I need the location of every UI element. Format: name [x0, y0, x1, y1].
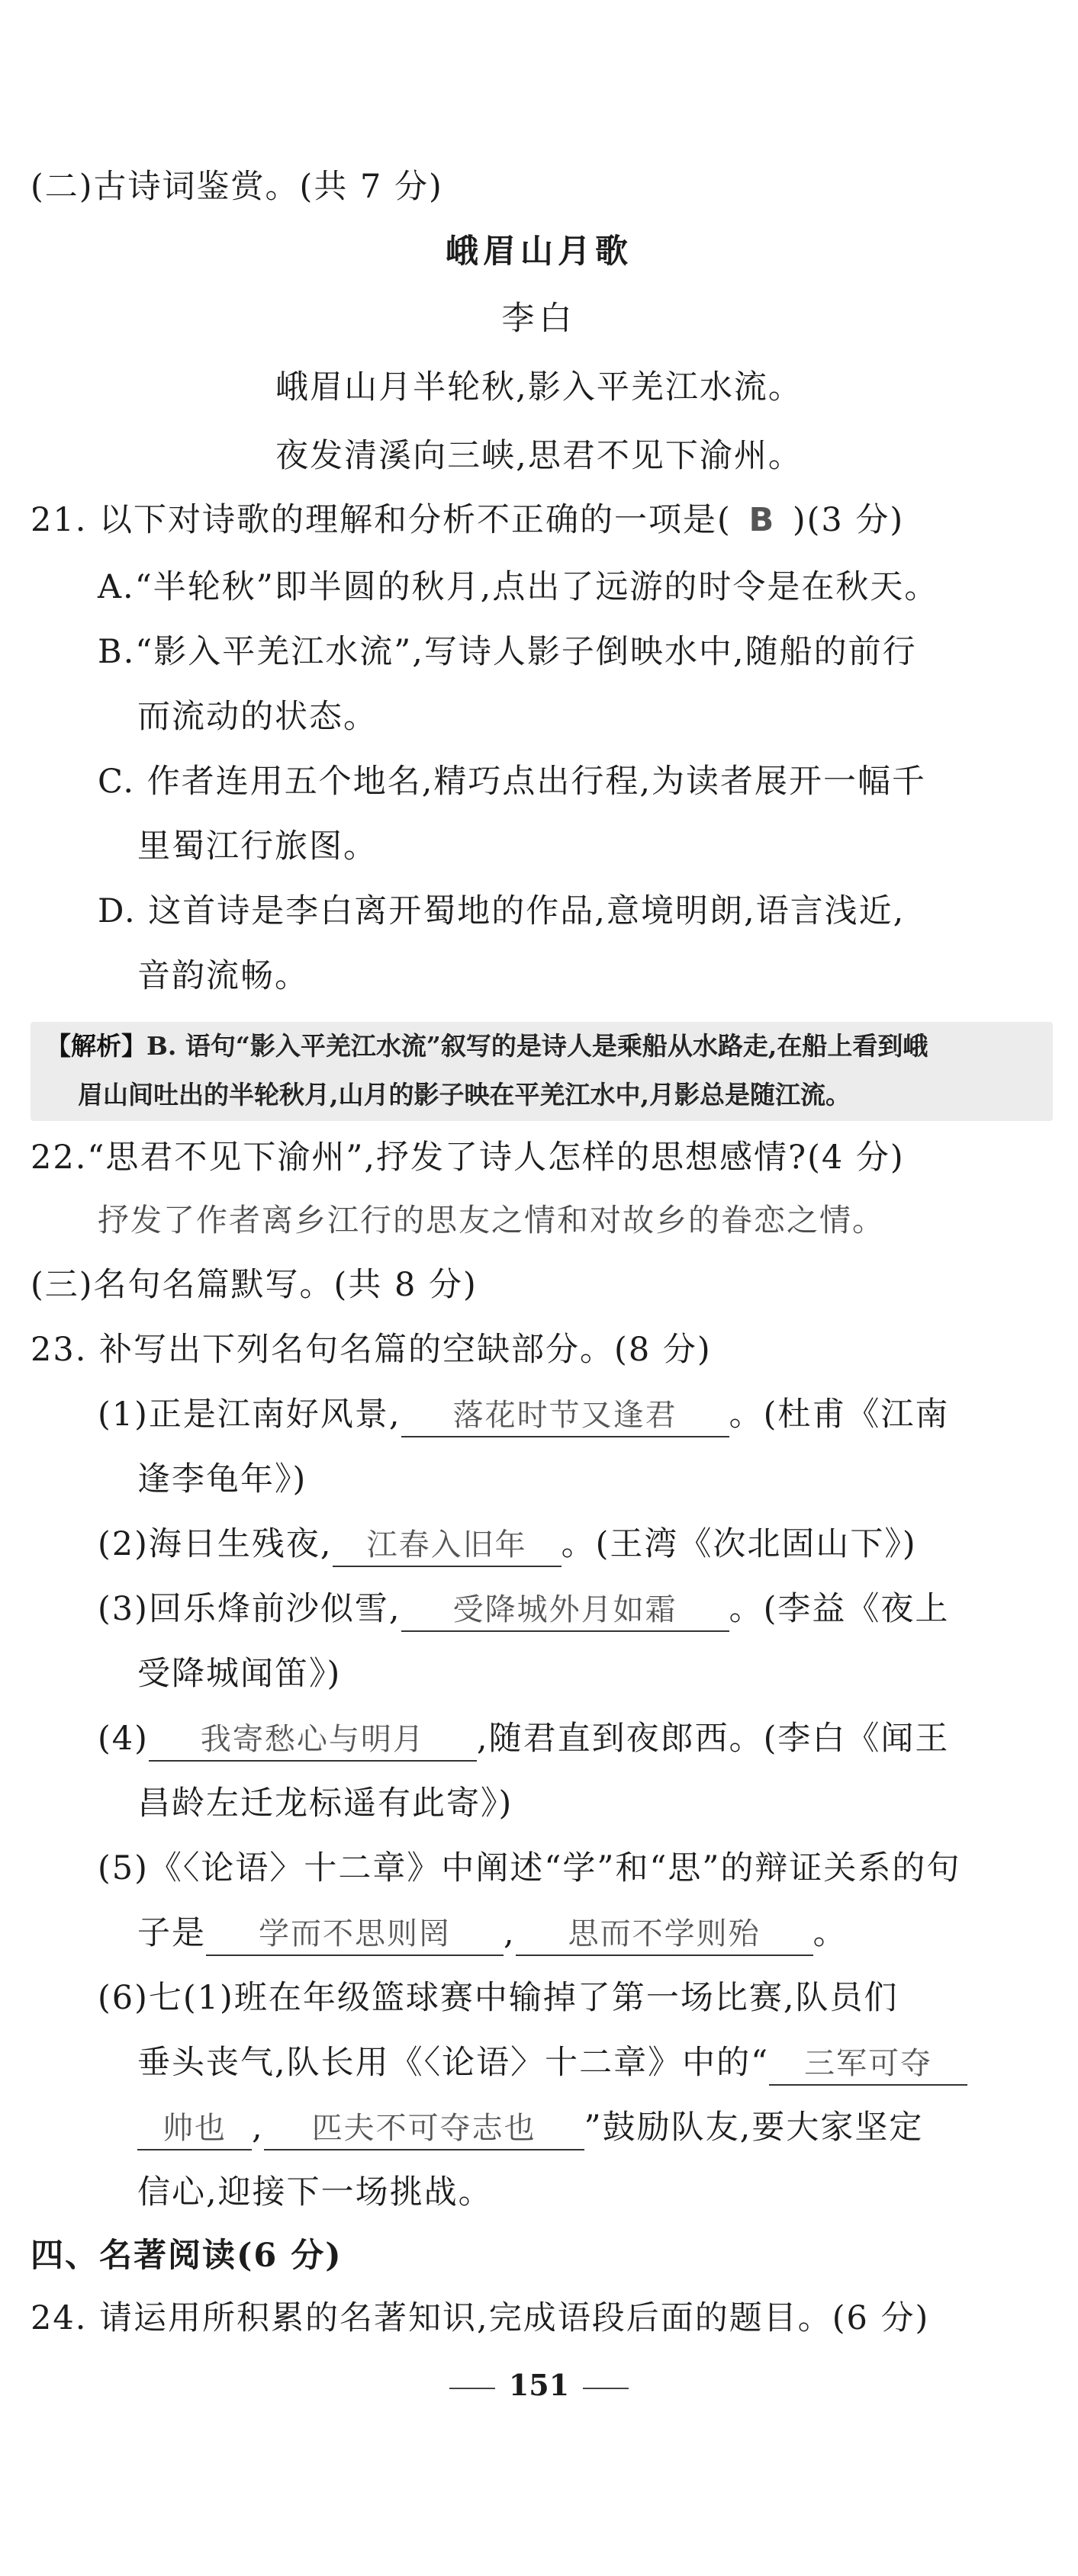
poem-title: 峨眉山月歌 [446, 233, 632, 271]
q23-item-6-answer-1a: 三军可夺 [769, 2043, 967, 2086]
question-23-stem: 23. 补写出下列名句名篇的空缺部分。(8 分) [31, 1331, 712, 1369]
q23-item-6-comma: , [252, 2109, 264, 2147]
q23-item-5-line-2 [137, 1910, 848, 1956]
q23-item-5-line-1: (5)《〈论语〉十二章》中阐述“学”和“思”的辩证关系的句 [98, 1849, 961, 1887]
page-number-dash-left [449, 2388, 495, 2389]
poem-author: 李白 [501, 300, 577, 338]
q23-item-5-prompt: 子是 [137, 1914, 206, 1952]
q23-item-5-comma: , [504, 1914, 516, 1952]
q23-item-6-answer-2: 匹夫不可夺志也 [264, 2108, 584, 2150]
q23-item-3-answer: 受降城外月如霜 [401, 1589, 729, 1632]
q23-item-4-answer: 我寄愁心与明月 [149, 1719, 477, 1762]
option-d-line-1: D. 这首诗是李白离开蜀地的作品,意境明朗,语言浅近, [98, 892, 906, 930]
q23-item-1-answer: 落花时节又逢君 [401, 1395, 729, 1437]
analysis-text-1: B. 语句“影入平羌江水流”叙写的是诗人是乘船从水路走,在船上看到峨 [146, 1031, 928, 1061]
q23-item-6-line-3 [137, 2105, 923, 2150]
analysis-box [31, 1022, 1053, 1121]
option-c-line-2: 里蜀江行旅图。 [137, 827, 378, 866]
option-d-line-2: 音韵流畅。 [137, 957, 309, 995]
section-heading-classics: 四、名著阅读(6 分) [31, 2237, 343, 2275]
q23-item-6-line-4: 信心,迎接下一场挑战。 [137, 2173, 493, 2211]
q23-item-3-source-cont: 受降城闻笛》) [137, 1655, 342, 1693]
q23-item-6-prompt: 垂头丧气,队长用《〈论语〉十二章》中的“ [137, 2044, 770, 2082]
q23-item-2-prompt: (2)海日生残夜, [98, 1525, 333, 1563]
question-24-stem: 24. 请运用所积累的名著知识,完成语段后面的题目。(6 分) [31, 2299, 930, 2337]
section-heading-recitation: (三)名句名篇默写。(共 8 分) [31, 1266, 478, 1304]
analysis-tag: 【解析】 [46, 1031, 146, 1061]
q23-item-1-source-cont: 逢李龟年》) [137, 1460, 307, 1498]
q23-item-2-answer: 江春入旧年 [333, 1524, 562, 1567]
q23-item-1-source: 。(杜甫《江南 [729, 1396, 950, 1434]
section-heading-poetry: (二)古诗词鉴赏。(共 7 分) [31, 168, 443, 206]
q23-item-3-prompt: (3)回乐烽前沙似雪, [98, 1590, 401, 1628]
option-b-line-1: B.“影入平羌江水流”,写诗人影子倒映水中,随船的前行 [98, 633, 917, 671]
q23-item-5-answer-2: 思而不学则殆 [516, 1913, 813, 1956]
poem-line-2: 夜发清溪向三峡,思君不见下渝州。 [275, 437, 803, 475]
option-c-line-1: C. 作者连用五个地名,精巧点出行程,为读者展开一幅千 [98, 763, 927, 801]
q23-item-1 [98, 1392, 949, 1437]
poem-line-1: 峨眉山月半轮秋,影入平羌江水流。 [275, 368, 803, 406]
q23-item-3-source: 。(李益《夜上 [729, 1590, 950, 1628]
analysis-line-2: 眉山间吐出的半轮秋月,山月的影子映在平羌江水中,月影总是随江流。 [78, 1080, 851, 1110]
q23-item-2-source: 。(王湾《次北固山下》) [561, 1525, 917, 1563]
q23-item-2 [98, 1521, 917, 1567]
q23-item-6-line-1: (6)七(1)班在年级篮球赛中输掉了第一场比赛,队员们 [98, 1979, 899, 2017]
q23-item-4-source-cont: 昌龄左迁龙标遥有此寄》) [137, 1784, 513, 1823]
q23-item-5-end: 。 [813, 1914, 848, 1952]
q23-item-4-number: (4) [98, 1720, 149, 1758]
page-number-value: 151 [508, 2368, 570, 2402]
q23-item-4 [98, 1716, 949, 1762]
question-21-points: )(3 分) [792, 501, 905, 539]
q23-item-3 [98, 1586, 949, 1632]
question-22-stem: 22.“思君不见下渝州”,抒发了诗人怎样的思想感情?(4 分) [31, 1139, 905, 1177]
option-b-line-2: 而流动的状态。 [137, 698, 378, 736]
q23-item-5-answer-1: 学而不思则罔 [206, 1913, 504, 1956]
question-21-stem [31, 497, 904, 543]
page-number-dash-right [583, 2388, 629, 2389]
question-22-answer: 抒发了作者离乡江行的思友之情和对故乡的眷恋之情。 [98, 1202, 885, 1238]
q23-item-6-answer-1b: 帅也 [137, 2108, 252, 2150]
q23-item-4-prompt: ,随君直到夜郎西。(李白《闻王 [476, 1720, 950, 1758]
q23-item-1-prompt: (1)正是江南好风景, [98, 1396, 401, 1434]
page-number [0, 2368, 1078, 2402]
question-21-answer: B [748, 501, 776, 539]
q23-item-6-tail: ”鼓励队友,要大家坚定 [584, 2109, 924, 2147]
question-21-stem-text: 21. 以下对诗歌的理解和分析不正确的一项是( [31, 501, 732, 539]
analysis-line-1 [46, 1022, 1038, 1071]
option-a: A.“半轮秋”即半圆的秋月,点出了远游的时令是在秋天。 [98, 568, 939, 606]
q23-item-6-line-2 [137, 2040, 967, 2086]
